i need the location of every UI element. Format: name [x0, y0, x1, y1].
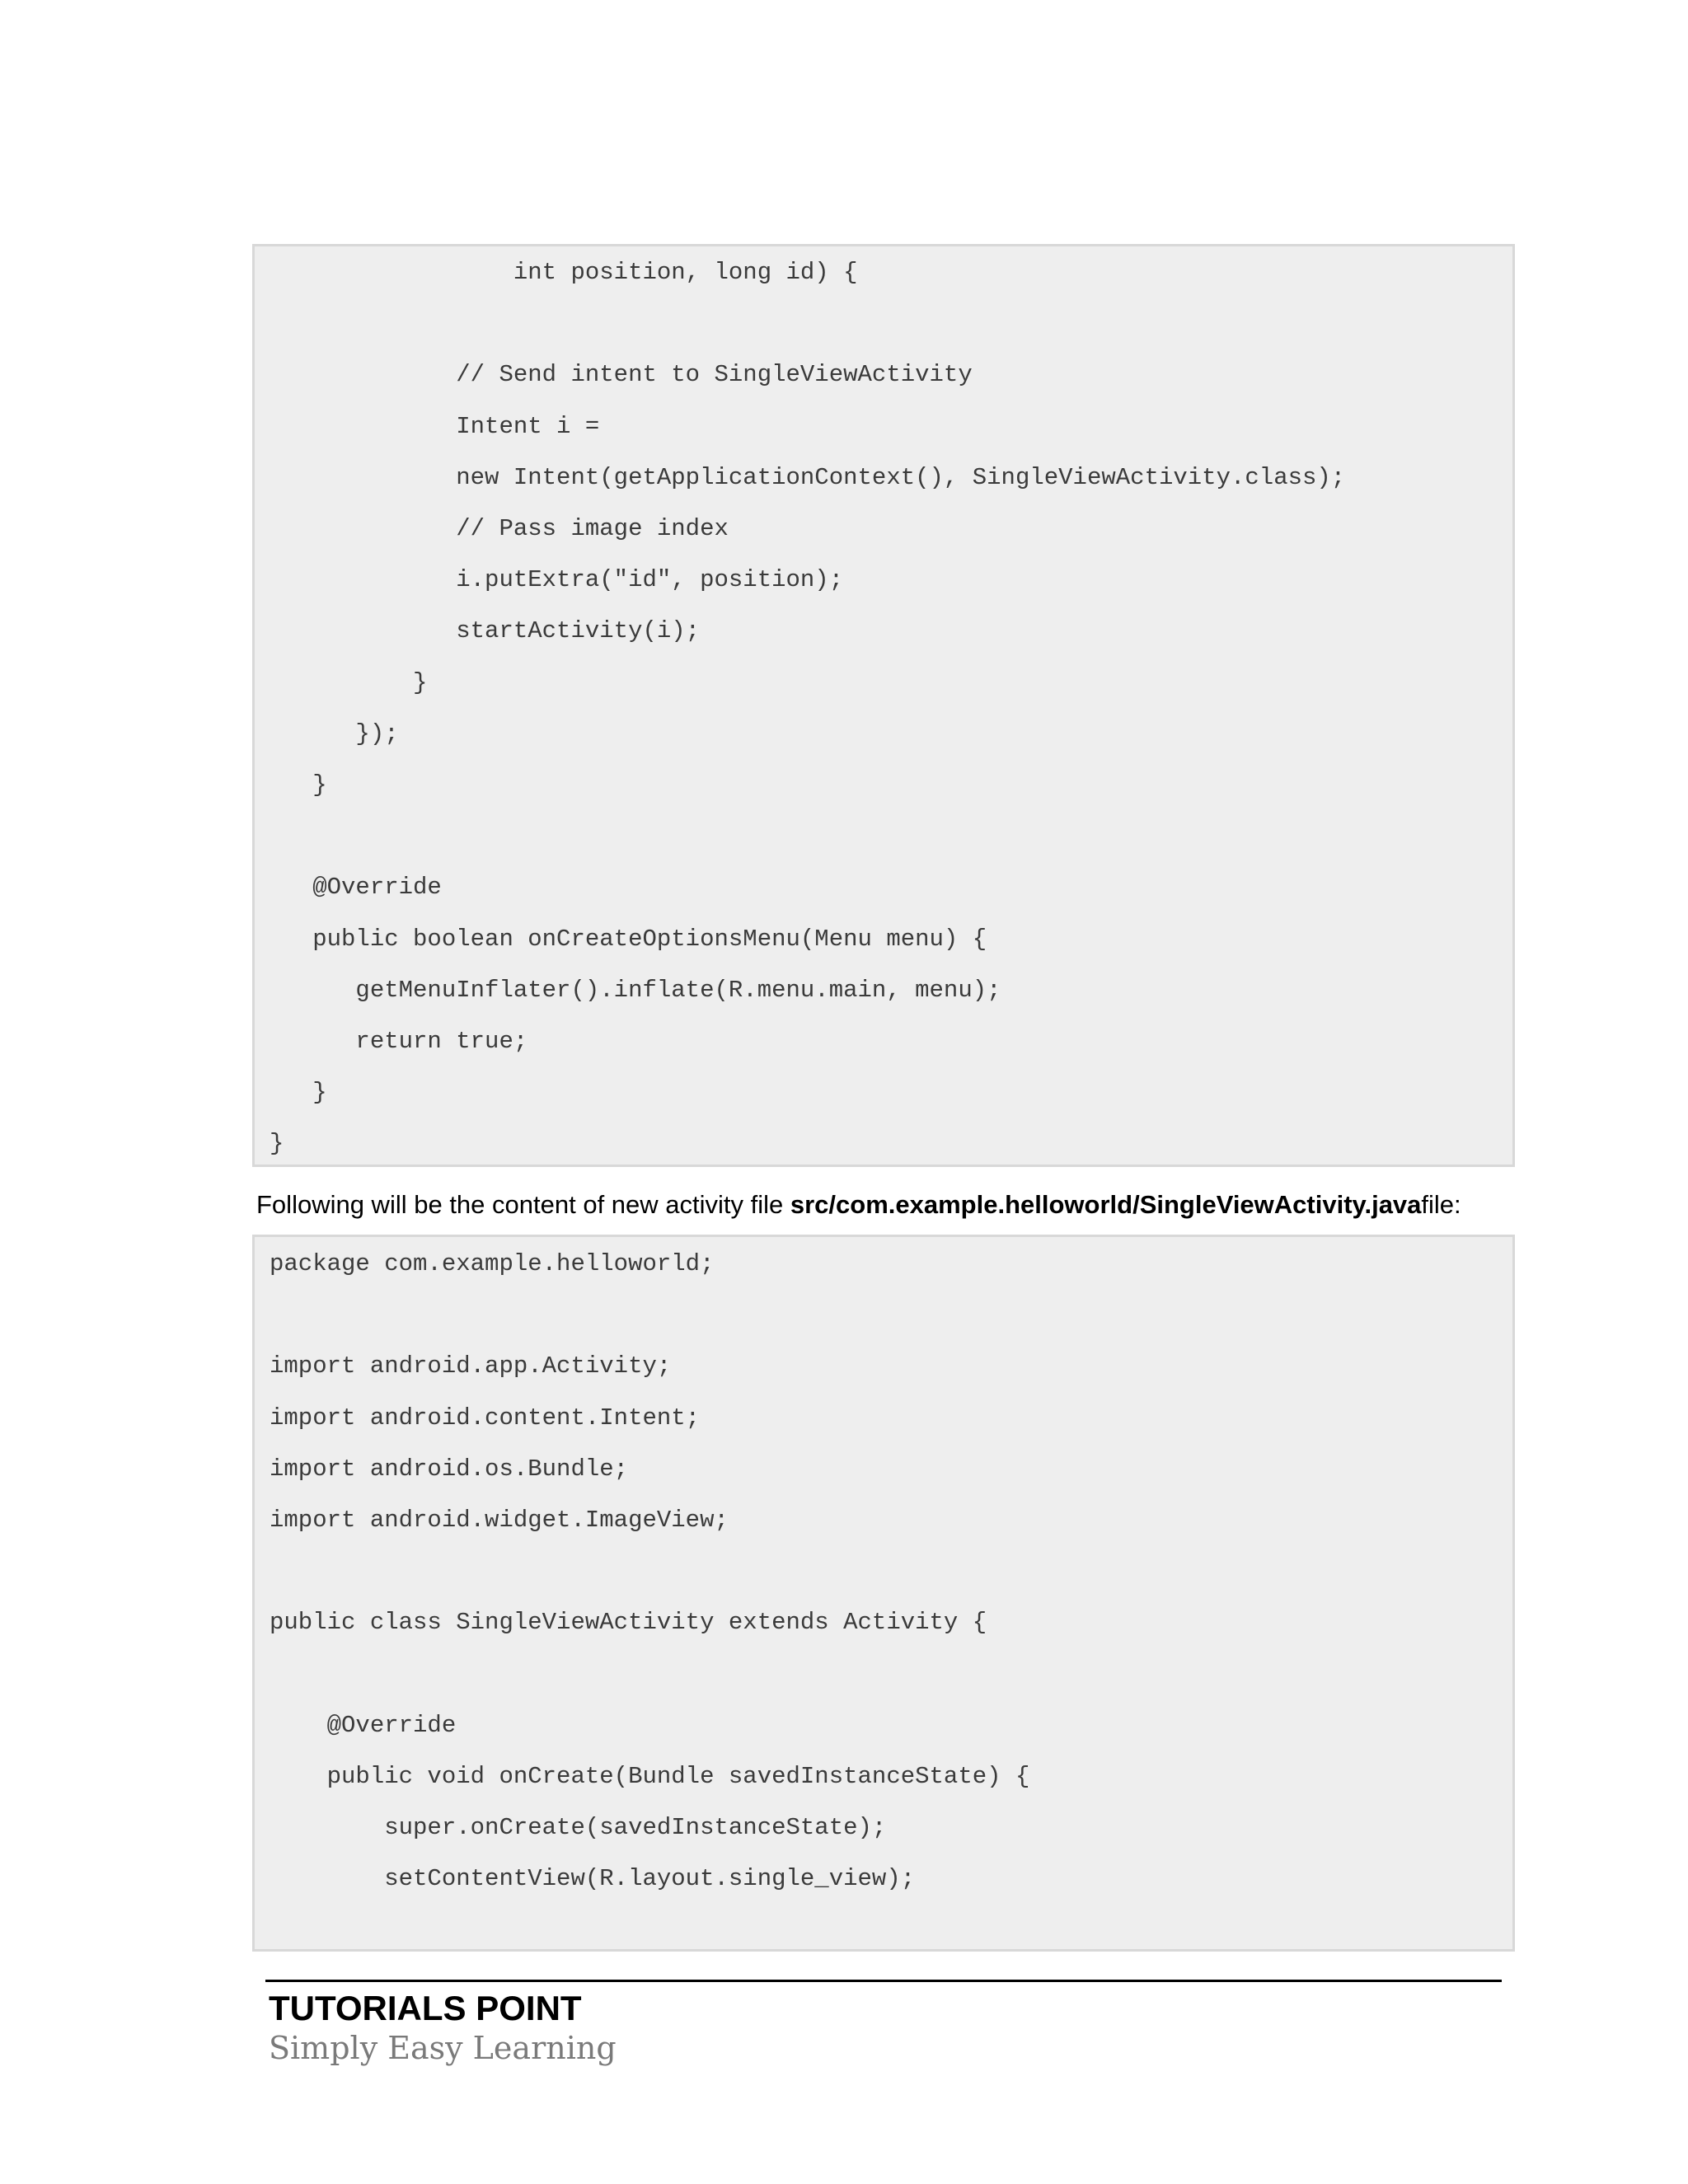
code-block-2 — [252, 1235, 1515, 1952]
code-line: Intent i = — [270, 412, 600, 440]
code-line: // Send intent to SingleViewActivity — [270, 361, 973, 389]
code-line: } — [270, 668, 428, 696]
code-line: return true; — [270, 1028, 528, 1055]
code-line: public boolean onCreateOptionsMenu(Menu menu) { — [270, 925, 987, 953]
intro-paragraph — [256, 1187, 1461, 1223]
code-line: import android.content.Intent; — [270, 1404, 701, 1432]
intro-suffix: file: — [1421, 1190, 1461, 1219]
code-line: i.putExtra("id", position); — [270, 566, 844, 594]
footer-brand: TUTORIALS POINT — [269, 1989, 582, 2027]
code-line: @Override — [270, 874, 442, 902]
code-line: package com.example.helloworld; — [270, 1250, 715, 1277]
code-line: startActivity(i); — [270, 617, 701, 645]
code-line: setContentView(R.layout.single_view); — [270, 1865, 916, 1893]
code-line: public void onCreate(Bundle savedInstanceState) { — [270, 1763, 1030, 1790]
intro-prefix: Following will be the content of new activity file — [256, 1190, 790, 1219]
footer-divider — [265, 1980, 1502, 1982]
code-line: } — [270, 771, 327, 799]
intro-file-path: src/com.example.helloworld/SingleViewActivity.java — [790, 1190, 1422, 1219]
code-line: @Override — [270, 1711, 457, 1739]
code-line: import android.app.Activity; — [270, 1352, 672, 1380]
code-line: getMenuInflater().inflate(R.menu.main, menu); — [270, 976, 1001, 1004]
code-line: } — [270, 1130, 284, 1158]
code-line: int position, long id) { — [270, 259, 858, 286]
code-line: } — [270, 1079, 327, 1107]
code-line: }); — [270, 719, 399, 748]
code-line: super.onCreate(savedInstanceState); — [270, 1814, 887, 1842]
code-block-1 — [252, 244, 1515, 1167]
code-line: import android.os.Bundle; — [270, 1455, 629, 1483]
code-line: // Pass image index — [270, 515, 729, 542]
footer-tagline: Simply Easy Learning — [269, 2030, 617, 2066]
code-line: import android.widget.ImageView; — [270, 1507, 729, 1534]
code-line: public class SingleViewActivity extends Activity { — [270, 1609, 987, 1637]
code-line: new Intent(getApplicationContext(), SingleViewActivity.class); — [270, 463, 1346, 491]
